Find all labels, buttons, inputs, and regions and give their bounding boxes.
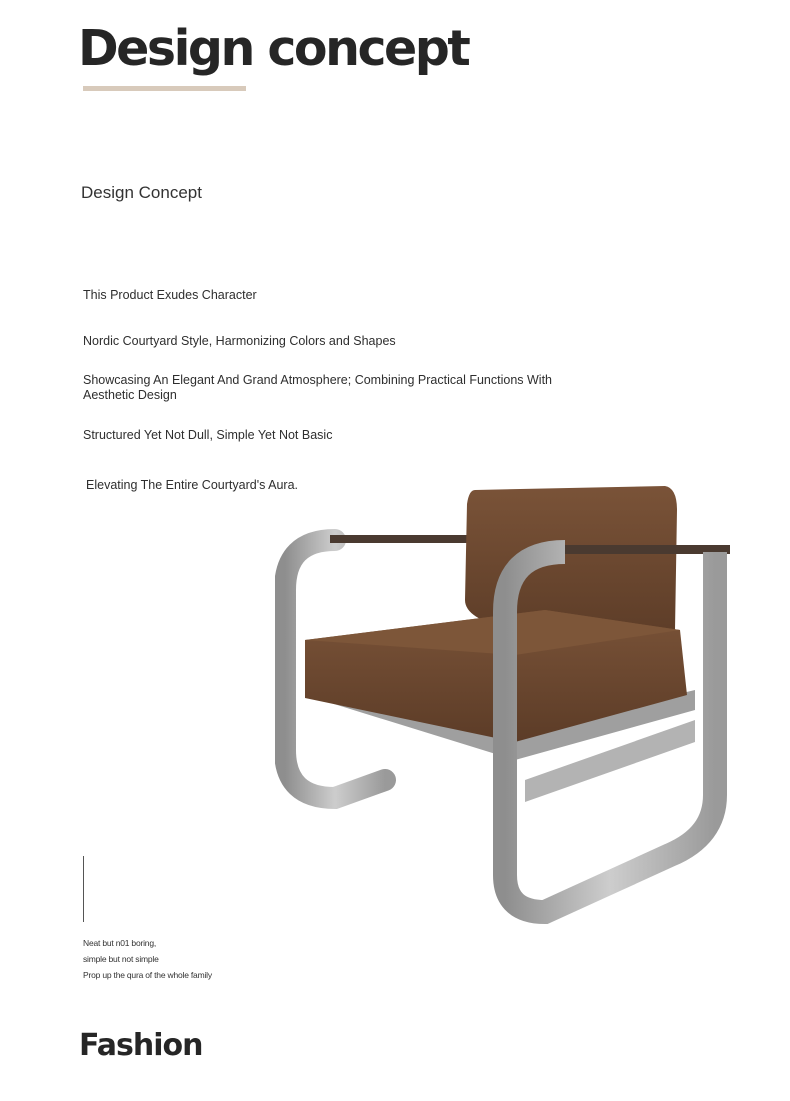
page-title: Design concept (78, 20, 469, 77)
feature-line: Showcasing An Elegant And Grand Atmosphere; Combining Practical Functions With Aesthetic Design (83, 373, 553, 402)
note-line: Prop up the qura of the whole family (83, 970, 212, 980)
armchair-icon (275, 480, 735, 930)
section-title-fashion: Fashion (79, 1028, 203, 1063)
feature-line: Structured Yet Not Dull, Simple Yet Not Basic (83, 428, 333, 442)
feature-line: Nordic Courtyard Style, Harmonizing Colors and Shapes (83, 334, 396, 348)
title-underline (83, 86, 246, 91)
feature-line: This Product Exudes Character (83, 288, 257, 302)
divider (83, 856, 84, 922)
feature-line: Elevating The Entire Courtyard's Aura. (86, 478, 298, 492)
note-line: Neat but n01 boring, (83, 938, 157, 948)
section-subtitle: Design Concept (81, 183, 202, 202)
note-line: simple but not simple (83, 954, 159, 964)
